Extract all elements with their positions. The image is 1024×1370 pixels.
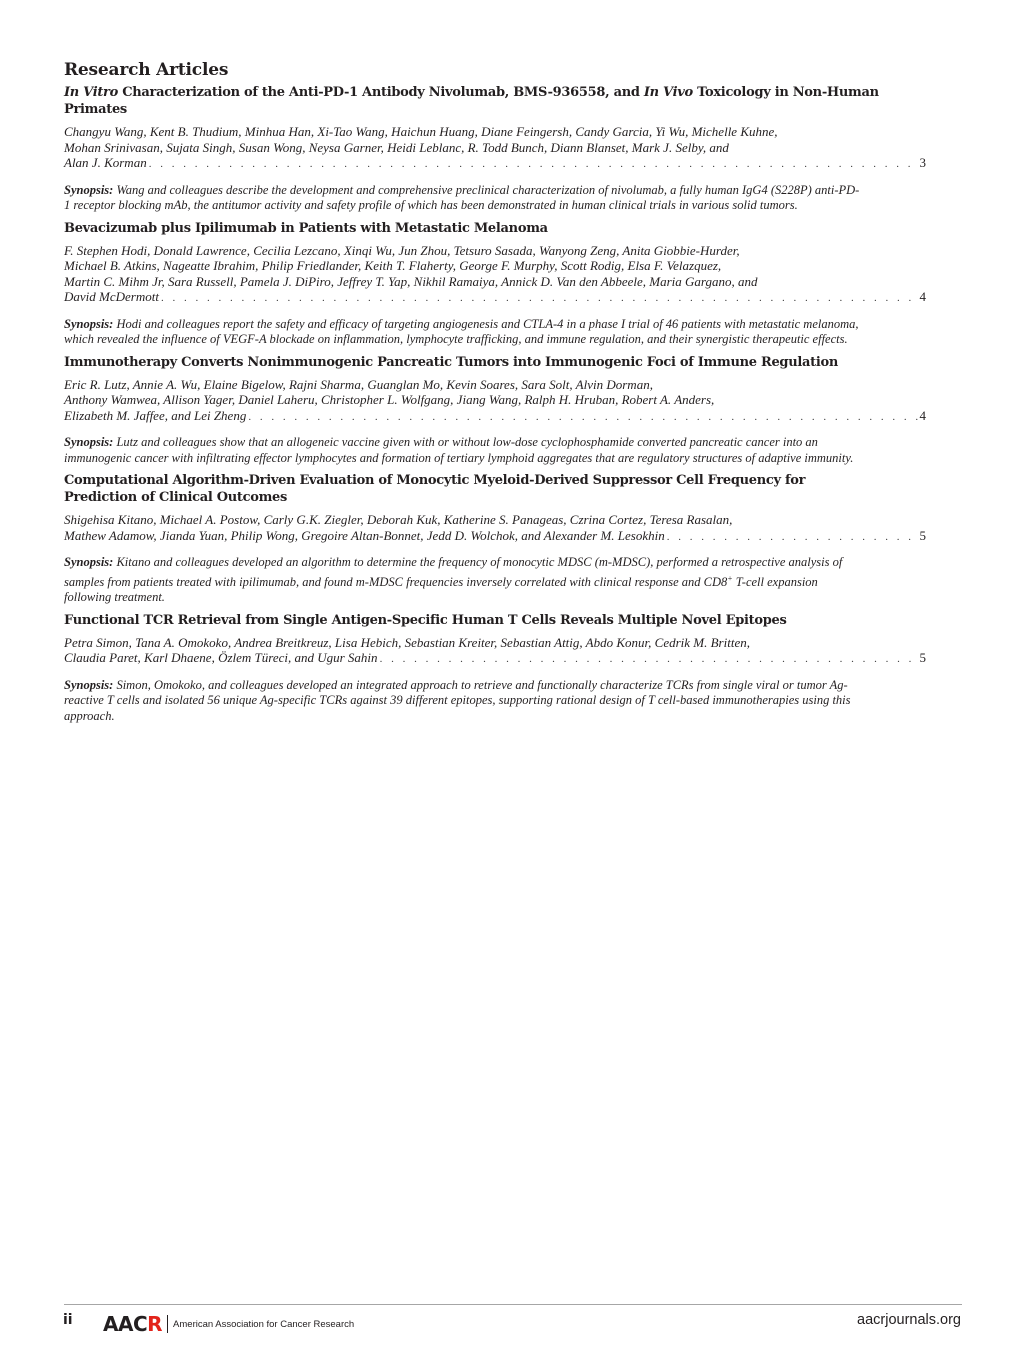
article-synopsis [64, 317, 864, 348]
article-authors [64, 377, 926, 426]
aacr-logo-mark [103, 1314, 162, 1334]
section-title: Research Articles [64, 60, 229, 80]
authors-leader-line [64, 528, 926, 546]
article-title[interactable]: Bevacizumab plus Ipilimumab in Patients with Metastatic Melanoma [64, 220, 548, 236]
article-authors [64, 512, 926, 545]
authors-last-line: David McDermott [64, 289, 159, 304]
logo-organization-name: American Association for Cancer Research [173, 1318, 355, 1330]
authors-leader-line [64, 289, 926, 307]
authors-line: Martin C. Mihm Jr, Sara Russell, Pamela J. DiPiro, Jeffrey T. Yap, Nikhil Ramaiya, Annick D. Van den Abbeele, Maria Gargano, and [64, 273, 758, 289]
article-1 [64, 84, 926, 214]
article-synopsis [64, 555, 864, 606]
article-synopsis [64, 435, 864, 466]
aacr-logo[interactable] [103, 1314, 354, 1334]
page-number[interactable]: 4 [919, 289, 926, 304]
footer-divider [64, 1304, 962, 1305]
article-title[interactable] [64, 84, 884, 118]
footer-url-link[interactable]: aacrjournals.org [857, 1312, 961, 1328]
authors-leader-line [64, 650, 926, 668]
dot-leader [380, 652, 918, 668]
superscript-plus: + [727, 573, 733, 583]
authors-leader-line [64, 155, 926, 173]
authors-line: Changyu Wang, Kent B. Thudium, Minhua Han, Xi-Tao Wang, Haichun Huang, Diane Feingersh, Candy Garcia, Yi Wu, Michelle Kuhne, [64, 124, 778, 139]
authors-line: Petra Simon, Tana A. Omokoko, Andrea Breitkreuz, Lisa Hebich, Sebastian Kreiter, Sebastian Attig, Abdo Konur, Cedrik M. Britten, [64, 634, 750, 650]
dot-leader [248, 410, 917, 426]
title-text: Toxicology in Non-Human Primates [64, 85, 879, 117]
logo-mark-accent: R [147, 1312, 163, 1336]
authors-line: Eric R. Lutz, Annie A. Wu, Elaine Bigelow, Rajni Sharma, Guanglan Mo, Kevin Soares, Sara Solt, Alvin Dorman, [64, 376, 653, 392]
article-synopsis [64, 678, 864, 725]
synopsis-text: T-cell expansion following treatment. [64, 574, 818, 605]
synopsis-text: Hodi and colleagues report the safety and efficacy of targeting angiogenesis and CTLA-4 in a phase I trial of 46 patients with metastatic melanoma, which revealed the influence of VEGF-A blockade on inflammation, lymphocyte trafficking, and immune regulation, and their synergistic therapeutic effects. [64, 316, 859, 346]
article-5 [64, 612, 926, 725]
synopsis-label: Synopsis: [64, 555, 114, 569]
synopsis-label: Synopsis: [64, 316, 114, 331]
synopsis-label: Synopsis: [64, 435, 114, 449]
title-italic: In Vivo [643, 85, 693, 100]
article-title[interactable]: Functional TCR Retrieval from Single Antigen-Specific Human T Cells Reveals Multiple Novel Epitopes [64, 612, 787, 628]
article-synopsis [64, 183, 864, 214]
article-4 [64, 472, 926, 606]
synopsis-text: Wang and colleagues describe the development and comprehensive preclinical characterization of nivolumab, a fully human IgG4 (S228P) anti-PD-1 receptor blocking mAb, the antitumor activity and safety profile of which has been demonstrated in human clinical trials in various solid tumors. [64, 182, 860, 212]
synopsis-text: Simon, Omokoko, and colleagues developed an integrated approach to retrieve and functionally characterize TCRs from single viral or tumor Ag-reactive T cells and isolated 56 unique Ag-specific TCRs against 39 different epitopes, supporting rational design of T cell-based immunotherapies using this approach. [64, 677, 851, 723]
logo-divider [167, 1315, 168, 1333]
article-title[interactable]: Immunotherapy Converts Nonimmunogenic Pancreatic Tumors into Immunogenic Foci of Immune Regulation [64, 354, 838, 370]
synopsis-label: Synopsis: [64, 677, 114, 692]
authors-last-line: Mathew Adamow, Jianda Yuan, Philip Wong, Gregoire Altan-Bonnet, Jedd D. Wolchok, and Alexander M. Lesokhin [64, 527, 665, 543]
title-italic: In Vitro [64, 85, 118, 100]
page-number[interactable]: 5 [919, 650, 926, 666]
toc-content [64, 60, 926, 730]
article-authors [64, 635, 926, 668]
article-authors [64, 124, 926, 173]
title-text: Characterization of the Anti-PD-1 Antibody Nivolumab, BMS-936558, and [117, 85, 644, 100]
article-3 [64, 354, 926, 467]
authors-last-line: Elizabeth M. Jaffee, and Lei Zheng [64, 407, 247, 423]
authors-line: F. Stephen Hodi, Donald Lawrence, Cecilia Lezcano, Xinqi Wu, Jun Zhou, Tetsuro Sasada, Wanyong Zeng, Anita Giobbie-Hurder, [64, 242, 740, 258]
authors-line: Shigehisa Kitano, Michael A. Postow, Carly G.K. Ziegler, Deborah Kuk, Katherine S. Panageas, Czrina Cortez, Teresa Rasalan, [64, 512, 733, 527]
authors-last-line: Alan J. Korman [64, 155, 147, 170]
authors-line: Anthony Wamwea, Allison Yager, Daniel Laheru, Christopher L. Wolfgang, Jiang Wang, Ralph H. Hruban, Robert A. Anders, [64, 392, 715, 407]
dot-leader [149, 157, 918, 173]
authors-last-line: Claudia Paret, Karl Dhaene, Özlem Türeci, and Ugur Sahin [64, 650, 378, 666]
synopsis-text: Lutz and colleagues show that an allogeneic vaccine given with or without low-dose cyclophosphamide converted pancreatic cancer into an immunogenic cancer with infiltrating effector lymphocytes and formation of tertiary lymphoid aggregates that are regulatory structures of adaptive immunity. [64, 435, 854, 465]
synopsis-text: Kitano and colleagues developed an algorithm to determine the frequency of monocytic MDSC (m-MDSC), performed a retrospective analysis of samples from patients treated with ipilimumab, and found m-MDSC frequencies inversely correlated with clinical response and CD8 [64, 555, 843, 589]
page-number[interactable]: 3 [919, 155, 926, 170]
synopsis-label: Synopsis: [64, 182, 114, 197]
logo-mark-text: AAC [103, 1312, 148, 1336]
authors-line: Michael B. Atkins, Nageatte Ibrahim, Philip Friedlander, Keith T. Flaherty, George F. Murphy, Scott Rodig, Elsa F. Velazquez, [64, 258, 722, 273]
article-authors [64, 243, 926, 307]
dot-leader [161, 291, 918, 307]
article-title[interactable]: Computational Algorithm-Driven Evaluation of Monocytic Myeloid-Derived Suppressor Cell Frequency for Prediction of Clinical Outcomes [64, 473, 806, 505]
dot-leader [667, 530, 918, 546]
footer-page-number: ii [63, 1312, 73, 1328]
authors-leader-line [64, 408, 926, 426]
page-number[interactable]: 5 [919, 527, 926, 543]
article-2 [64, 220, 926, 348]
page-number[interactable]: 4 [919, 407, 926, 423]
authors-line: Mohan Srinivasan, Sujata Singh, Susan Wong, Neysa Garner, Heidi Leblanc, R. Todd Bunch, Diann Blanset, Mark J. Selby, and [64, 139, 729, 155]
